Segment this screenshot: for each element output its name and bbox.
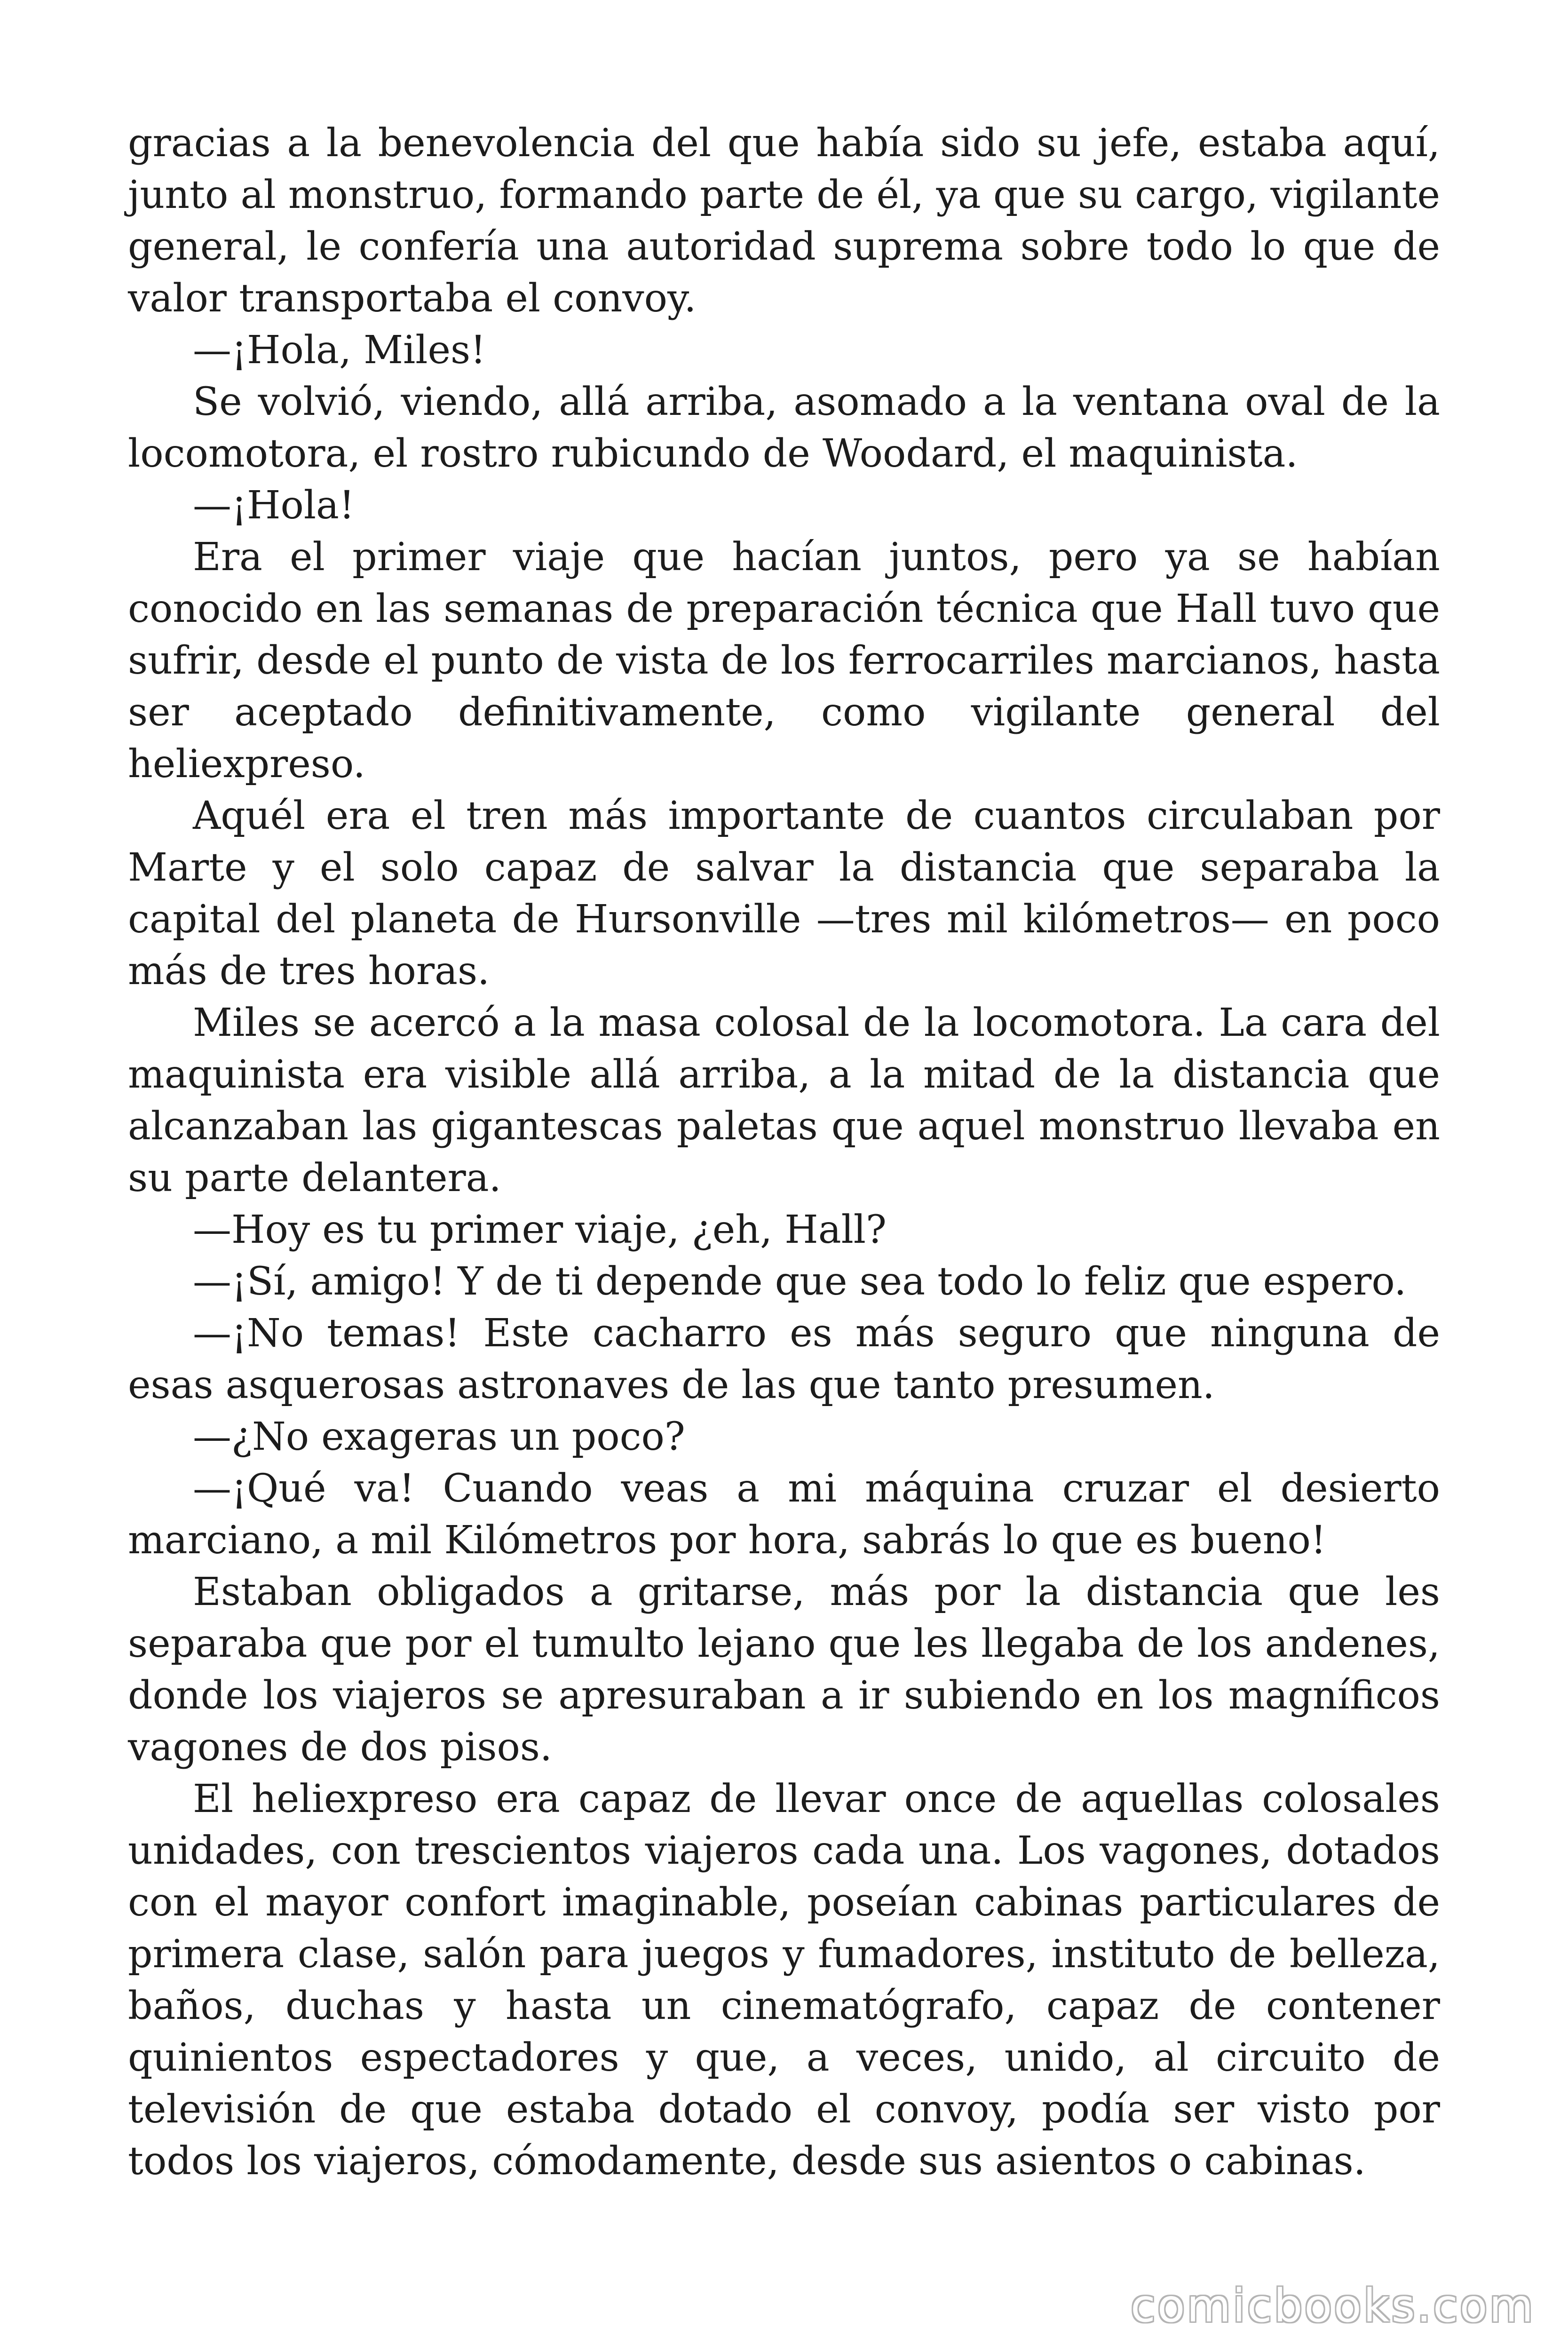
paragraph: Era el primer viaje que hacían juntos, pero ya se habían conocido en las semanas de preparación técnica que Hall tuvo que sufrir, desde el punto de vista de los ferrocarriles marcianos, hasta ser aceptado definitivamente, como vigilante general del heliexpreso. bbox=[128, 535, 1440, 787]
paragraph: Se volvió, viendo, allá arriba, asomado a la ventana oval de la locomotora, el rostro rubicundo de Woodard, el maquinista. bbox=[128, 380, 1440, 476]
watermark: comicbooks.com bbox=[1130, 2280, 1535, 2332]
paragraph: Aquél era el tren más importante de cuantos circulaban por Marte y el solo capaz de salvar la distancia que separaba la capital del planeta de Hursonville —tres mil kilómetros— en poco más de tres horas. bbox=[128, 794, 1440, 993]
dialogue-line: —¡Hola, Miles! bbox=[193, 328, 486, 373]
dialogue-line: —¡Sí, amigo! Y de ti depende que sea todo lo feliz que espero. bbox=[193, 1259, 1407, 1304]
paragraph: Estaban obligados a gritarse, más por la distancia que les separaba que por el tumulto lejano que les llegaba de los andenes, donde los viajeros se apresuraban a ir subiendo en los magníficos vagones de dos pisos. bbox=[128, 1570, 1440, 1770]
dialogue-line: —¿No exageras un poco? bbox=[193, 1414, 685, 1459]
dialogue-line: —Hoy es tu primer viaje, ¿eh, Hall? bbox=[193, 1208, 887, 1252]
page-text bbox=[128, 118, 1440, 2187]
dialogue-line: —¡Hola! bbox=[193, 483, 355, 528]
paragraph-continuation: gracias a la benevolencia del que había sido su jefe, estaba aquí, junto al monstruo, formando parte de él, ya que su cargo, vigilante general, le confería una autoridad suprema sobre todo lo que de valor transportaba el convoy. bbox=[128, 121, 1440, 321]
dialogue-line: —¡Qué va! Cuando veas a mi máquina cruzar el desierto marciano, a mil Kilómetros por hora, sabrás lo que es bueno! bbox=[128, 1466, 1440, 1563]
paragraph: El heliexpreso era capaz de llevar once de aquellas colosales unidades, con trescientos viajeros cada una. Los vagones, dotados con el mayor confort imaginable, poseían cabinas particulares de primera clase, salón para juegos y fumadores, instituto de belleza, baños, duchas y hasta un cinematógrafo, capaz de contener quinientos espectadores y que, a veces, unido, al circuito de televisión de que estaba dotado el convoy, podía ser visto por todos los viajeros, cómodamente, desde sus asientos o cabinas. bbox=[128, 1777, 1440, 2184]
dialogue-line: —¡No temas! Este cacharro es más seguro que ninguna de esas asquerosas astronaves de las que tanto presumen. bbox=[128, 1311, 1440, 1407]
paragraph: Miles se acercó a la masa colosal de la locomotora. La cara del maquinista era visible allá arriba, a la mitad de la distancia que alcanzaban las gigantescas paletas que aquel monstruo llevaba en su parte delantera. bbox=[128, 1001, 1440, 1200]
